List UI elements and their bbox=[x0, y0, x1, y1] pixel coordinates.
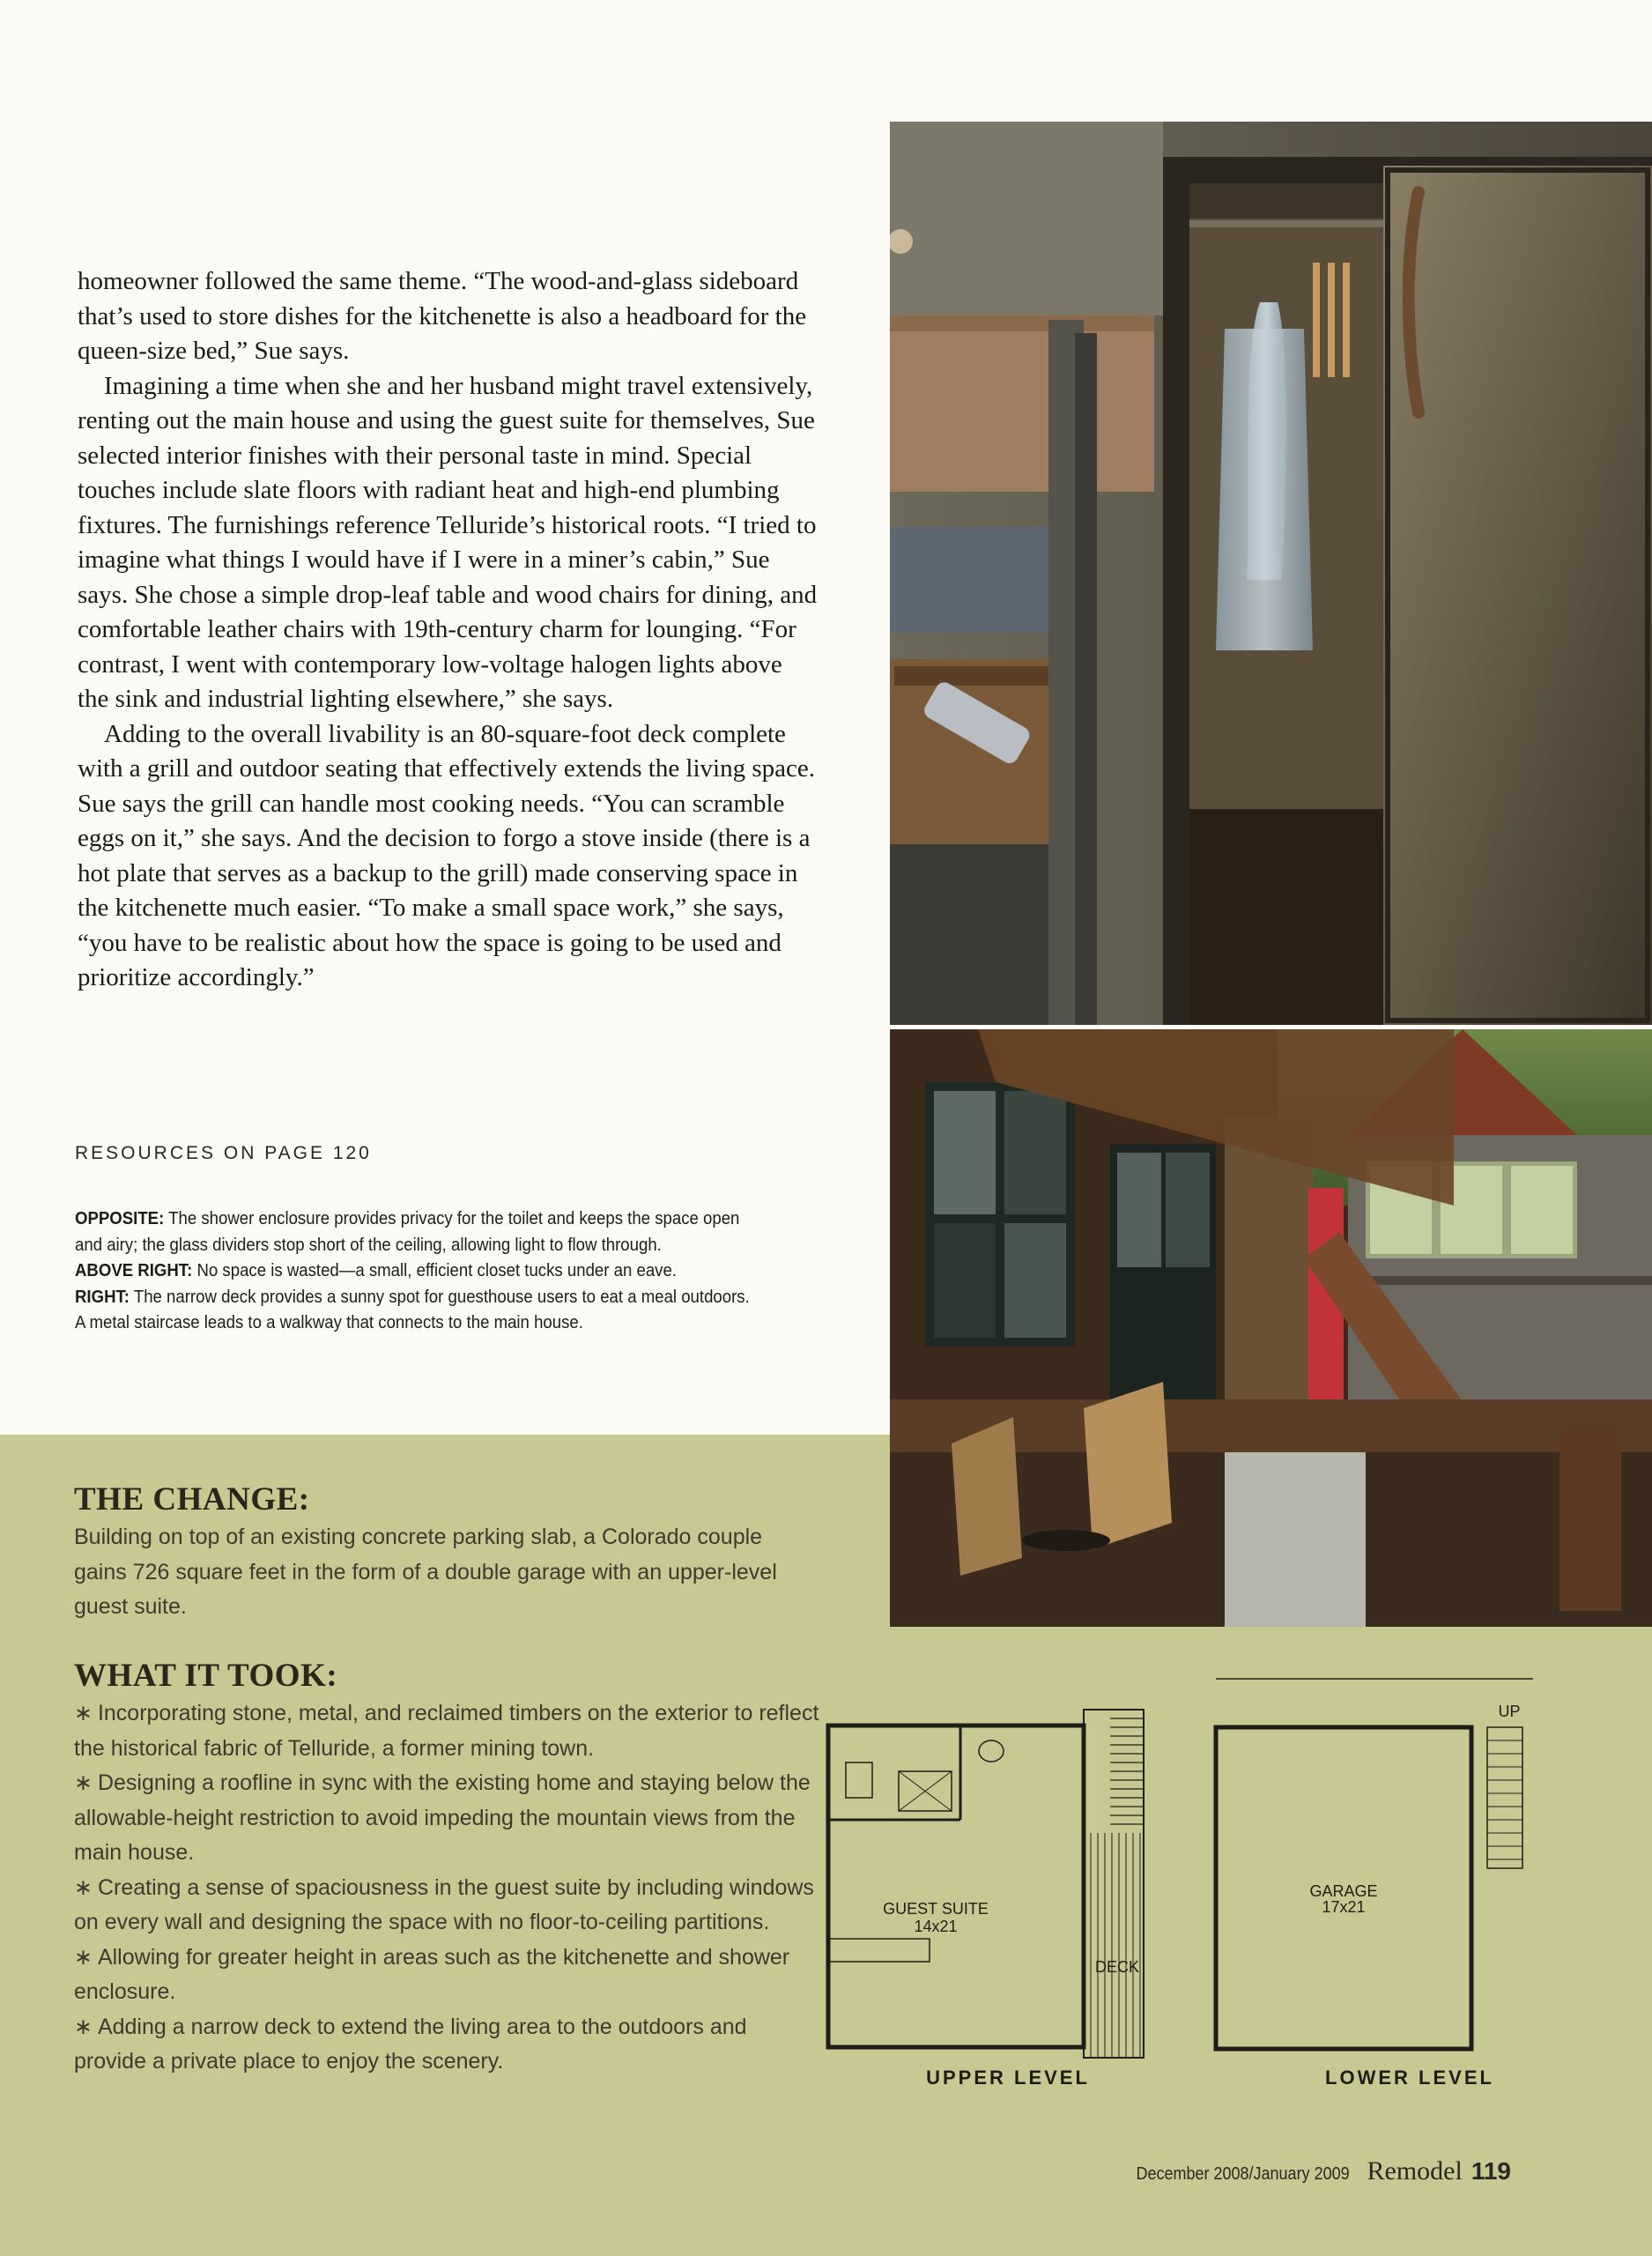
issue-date: December 2008/January 2009 bbox=[1136, 2164, 1351, 2184]
list-item-text: Designing a roofline in sync with the existing home and staying below the allowable-height restriction to avoid impeding the mountain views from the main house. bbox=[74, 1770, 811, 1865]
list-item-text: Creating a sense of spaciousness in the guest suite by including windows on every wall and designing the space with no floor-to-ceiling partitions. bbox=[74, 1874, 814, 1934]
garage-size: 17x21 bbox=[1322, 1898, 1366, 1916]
caption-text: No space is wasted—a small, efficient closet tucks under an eave. bbox=[192, 1261, 677, 1280]
list-item bbox=[74, 1941, 823, 2010]
guest-suite-label: GUEST SUITE bbox=[883, 1900, 989, 1918]
page-footer bbox=[1124, 2156, 1511, 2186]
floor-plan bbox=[811, 1674, 1533, 2097]
article-paragraph: Adding to the overall livability is an 80-square-foot deck complete with a grill and outdoor seating that effectively extends the living space. Sue says the grill can handle most cooking needs. “You can scramble eggs on it,” she says. And the decision to forgo a stove inside (there is a hot plate that serves as a backup to the grill) made conserving space in the kitchenette much easier. “To make a small space work,” she says, “you have to be realistic about how the space is going to be used and prioritize accordingly.” bbox=[78, 719, 816, 991]
upper-level-label: UPPER LEVEL bbox=[926, 2067, 1090, 2089]
lower-level-plan bbox=[1216, 1679, 1533, 2049]
guest-suite-size: 14x21 bbox=[914, 1918, 958, 1935]
resources-note: RESOURCES ON PAGE 120 bbox=[75, 1143, 372, 1163]
change-text: Building on top of an existing concrete parking slab, a Colorado couple gains 726 square feet in the form of a double garage with an upper-level guest suite. bbox=[74, 1525, 777, 1619]
caption-right bbox=[75, 1285, 763, 1337]
bullet-icon: ∗ bbox=[74, 2014, 93, 2039]
list-item bbox=[74, 1766, 823, 1871]
garage-label: GARAGE bbox=[1309, 1882, 1378, 1900]
change-heading: THE CHANGE: bbox=[74, 1481, 310, 1518]
lower-stairs bbox=[1487, 1740, 1522, 1859]
caption-opposite bbox=[75, 1206, 763, 1258]
deck-boards bbox=[1091, 1833, 1140, 2058]
caption-label: RIGHT: bbox=[75, 1287, 130, 1307]
caption-label: ABOVE RIGHT: bbox=[75, 1261, 193, 1280]
deck-photo bbox=[890, 1029, 1652, 1627]
list-item bbox=[74, 1871, 823, 1941]
lower-level-label: LOWER LEVEL bbox=[1325, 2067, 1494, 2089]
list-item bbox=[74, 1696, 823, 1766]
caption-above-right bbox=[75, 1258, 763, 1285]
article-body bbox=[78, 264, 818, 996]
photo-captions bbox=[75, 1206, 763, 1337]
took-list bbox=[74, 1696, 823, 2080]
list-item-text: Incorporating stone, metal, and reclaimed timbers on the exterior to reflect the historical fabric of Telluride, a former mining town. bbox=[74, 1701, 819, 1761]
bullet-icon: ∗ bbox=[74, 1770, 93, 1795]
closet-photo bbox=[890, 122, 1652, 1025]
page-number: 119 bbox=[1471, 2157, 1511, 2185]
caption-label: OPPOSITE: bbox=[75, 1209, 165, 1228]
bullet-icon: ∗ bbox=[74, 1701, 93, 1725]
article-paragraph: homeowner followed the same theme. “The wood-and-glass sideboard that’s used to store dishes for the kitchenette is also a headboard for the queen-size bed,” Sue says. bbox=[78, 267, 807, 365]
list-item bbox=[74, 2010, 823, 2080]
up-label: UP bbox=[1498, 1703, 1521, 1720]
list-item-text: Adding a narrow deck to extend the living area to the outdoors and provide a private place to enjoy the scenery. bbox=[74, 2014, 747, 2074]
deck-label: DECK bbox=[1095, 1958, 1140, 1976]
upper-stairs bbox=[1110, 1710, 1144, 1824]
caption-text: The narrow deck provides a sunny spot for guesthouse users to eat a meal outdoors. A metal staircase leads to a walkway that connects to the main house. bbox=[75, 1287, 750, 1332]
took-heading: WHAT IT TOOK: bbox=[74, 1658, 338, 1694]
upper-level-plan bbox=[828, 1710, 1144, 2058]
list-item-text: Allowing for greater height in areas such as the kitchenette and shower enclosure. bbox=[74, 1944, 790, 2004]
magazine-name: Remodel bbox=[1367, 2156, 1463, 2186]
caption-text: The shower enclosure provides privacy for the toilet and keeps the space open and airy; the glass dividers stop short of the ceiling, allowing light to flow through. bbox=[75, 1209, 740, 1255]
bullet-icon: ∗ bbox=[74, 1874, 93, 1900]
bullet-icon: ∗ bbox=[74, 1944, 93, 1970]
article-paragraph: Imagining a time when she and her husband might travel extensively, renting out the main house and using the guest suite for themselves, Sue selected interior finishes with their personal taste in mind. Special touches include slate floors with radiant heat and high-end plumbing fixtures. The furnishings reference Telluride’s historical roots. “I tried to imagine what things I would have if I were in a miner’s cabin,” Sue says. She chose a simple drop-leaf table and wood chairs for dining, and comfortable leather chairs with 19th-century charm for lounging. “For contrast, I went with contemporary low-voltage halogen lights above the sink and industrial lighting elsewhere,” she says. bbox=[78, 371, 818, 713]
